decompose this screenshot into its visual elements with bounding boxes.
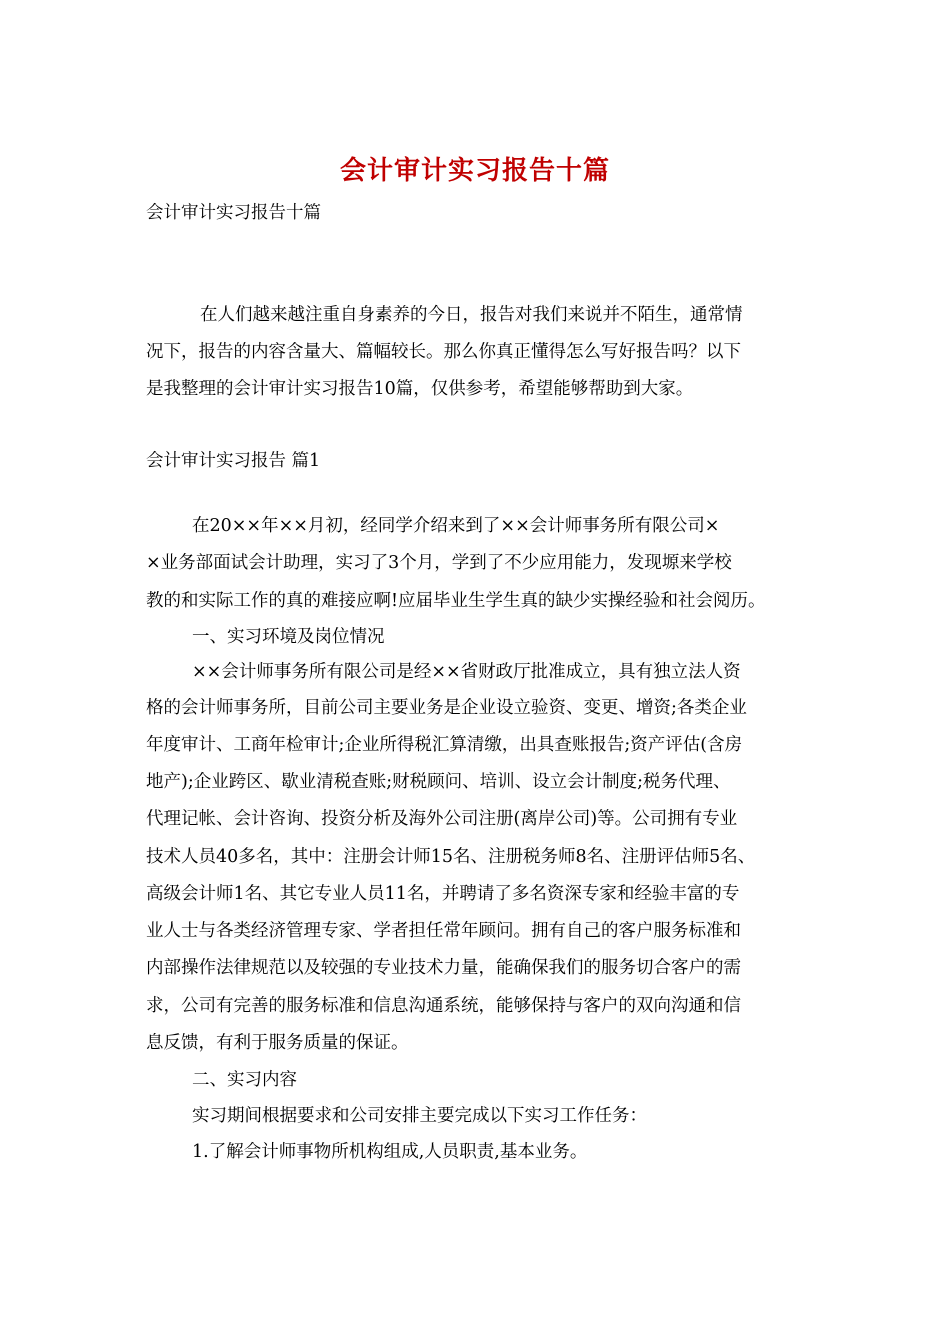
para1-line-2: ×业务部面试会计助理，实习了3个月，学到了不少应用能力，发现塬来学校 [146,553,732,573]
para2-line-6: 技术人员40多名，其中：注册会计师15名、注册税务师8名、注册评估师5名、 [146,847,756,867]
para2-line-4: 地产);企业跨区、歇业清税查账;财税顾问、培训、设立会计制度;税务代理、 [146,772,731,792]
intro-line-2: 况下，报告的内容含量大、篇幅较长。那么你真正懂得怎么写好报告吗？以下 [146,342,741,362]
para2-line-1: ××会计师事务所有限公司是经××省财政厅批准成立，具有独立法人资 [192,662,741,682]
para2-line-7: 高级会计师1名、其它专业人员11名，并聘请了多名资深专家和经验丰富的专 [146,884,740,904]
para1-line-1: 在20××年××月初，经同学介绍来到了××会计师事务所有限公司× [192,516,720,536]
intro-line-1: 在人们越来越注重自身素养的今日，报告对我们来说并不陌生，通常情 [200,305,743,325]
heading-content: 二、实习内容 [192,1070,297,1090]
document-title: 会计审计实习报告十篇 [339,156,610,186]
heading-environment: 一、实习环境及岗位情况 [192,627,385,647]
para2-line-5: 代理记帐、会计咨询、投资分析及海外公司注册(离岸公司)等。公司拥有专业 [146,809,738,829]
para2-line-8: 业人士与各类经济管理专家、学者担任常年顾问。拥有自己的客户服务标准和 [146,921,741,941]
intro-line-3: 是我整理的会计审计实习报告10篇，仅供参考，希望能够帮助到大家。 [146,379,694,399]
para1-line-3: 教的和实际工作的真的难接应啊!应届毕业生学生真的缺少实操经验和社会阅历。 [146,591,766,611]
para2-line-11: 息反馈，有利于服务质量的保证。 [146,1033,409,1053]
list-item-1: 1.了解会计师事物所机构组成,人员职责,基本业务。 [192,1142,588,1162]
section-heading: 会计审计实习报告 篇1 [146,451,321,471]
para2-line-2: 格的会计师事务所，目前公司主要业务是企业设立验资、变更、增资;各类企业 [146,698,747,718]
para2-line-3: 年度审计、工商年检审计;企业所得税汇算清缴，出具查账报告;资产评估(含房 [146,735,743,755]
para2-line-10: 求，公司有完善的服务标准和信息沟通系统，能够保持与客户的双向沟通和信 [146,996,741,1016]
para3-line: 实习期间根据要求和公司安排主要完成以下实习工作任务： [192,1106,647,1126]
para2-line-9: 内部操作法律规范以及较强的专业技术力量，能确保我们的服务切合客户的需 [146,958,741,978]
document-subtitle: 会计审计实习报告十篇 [146,203,321,223]
